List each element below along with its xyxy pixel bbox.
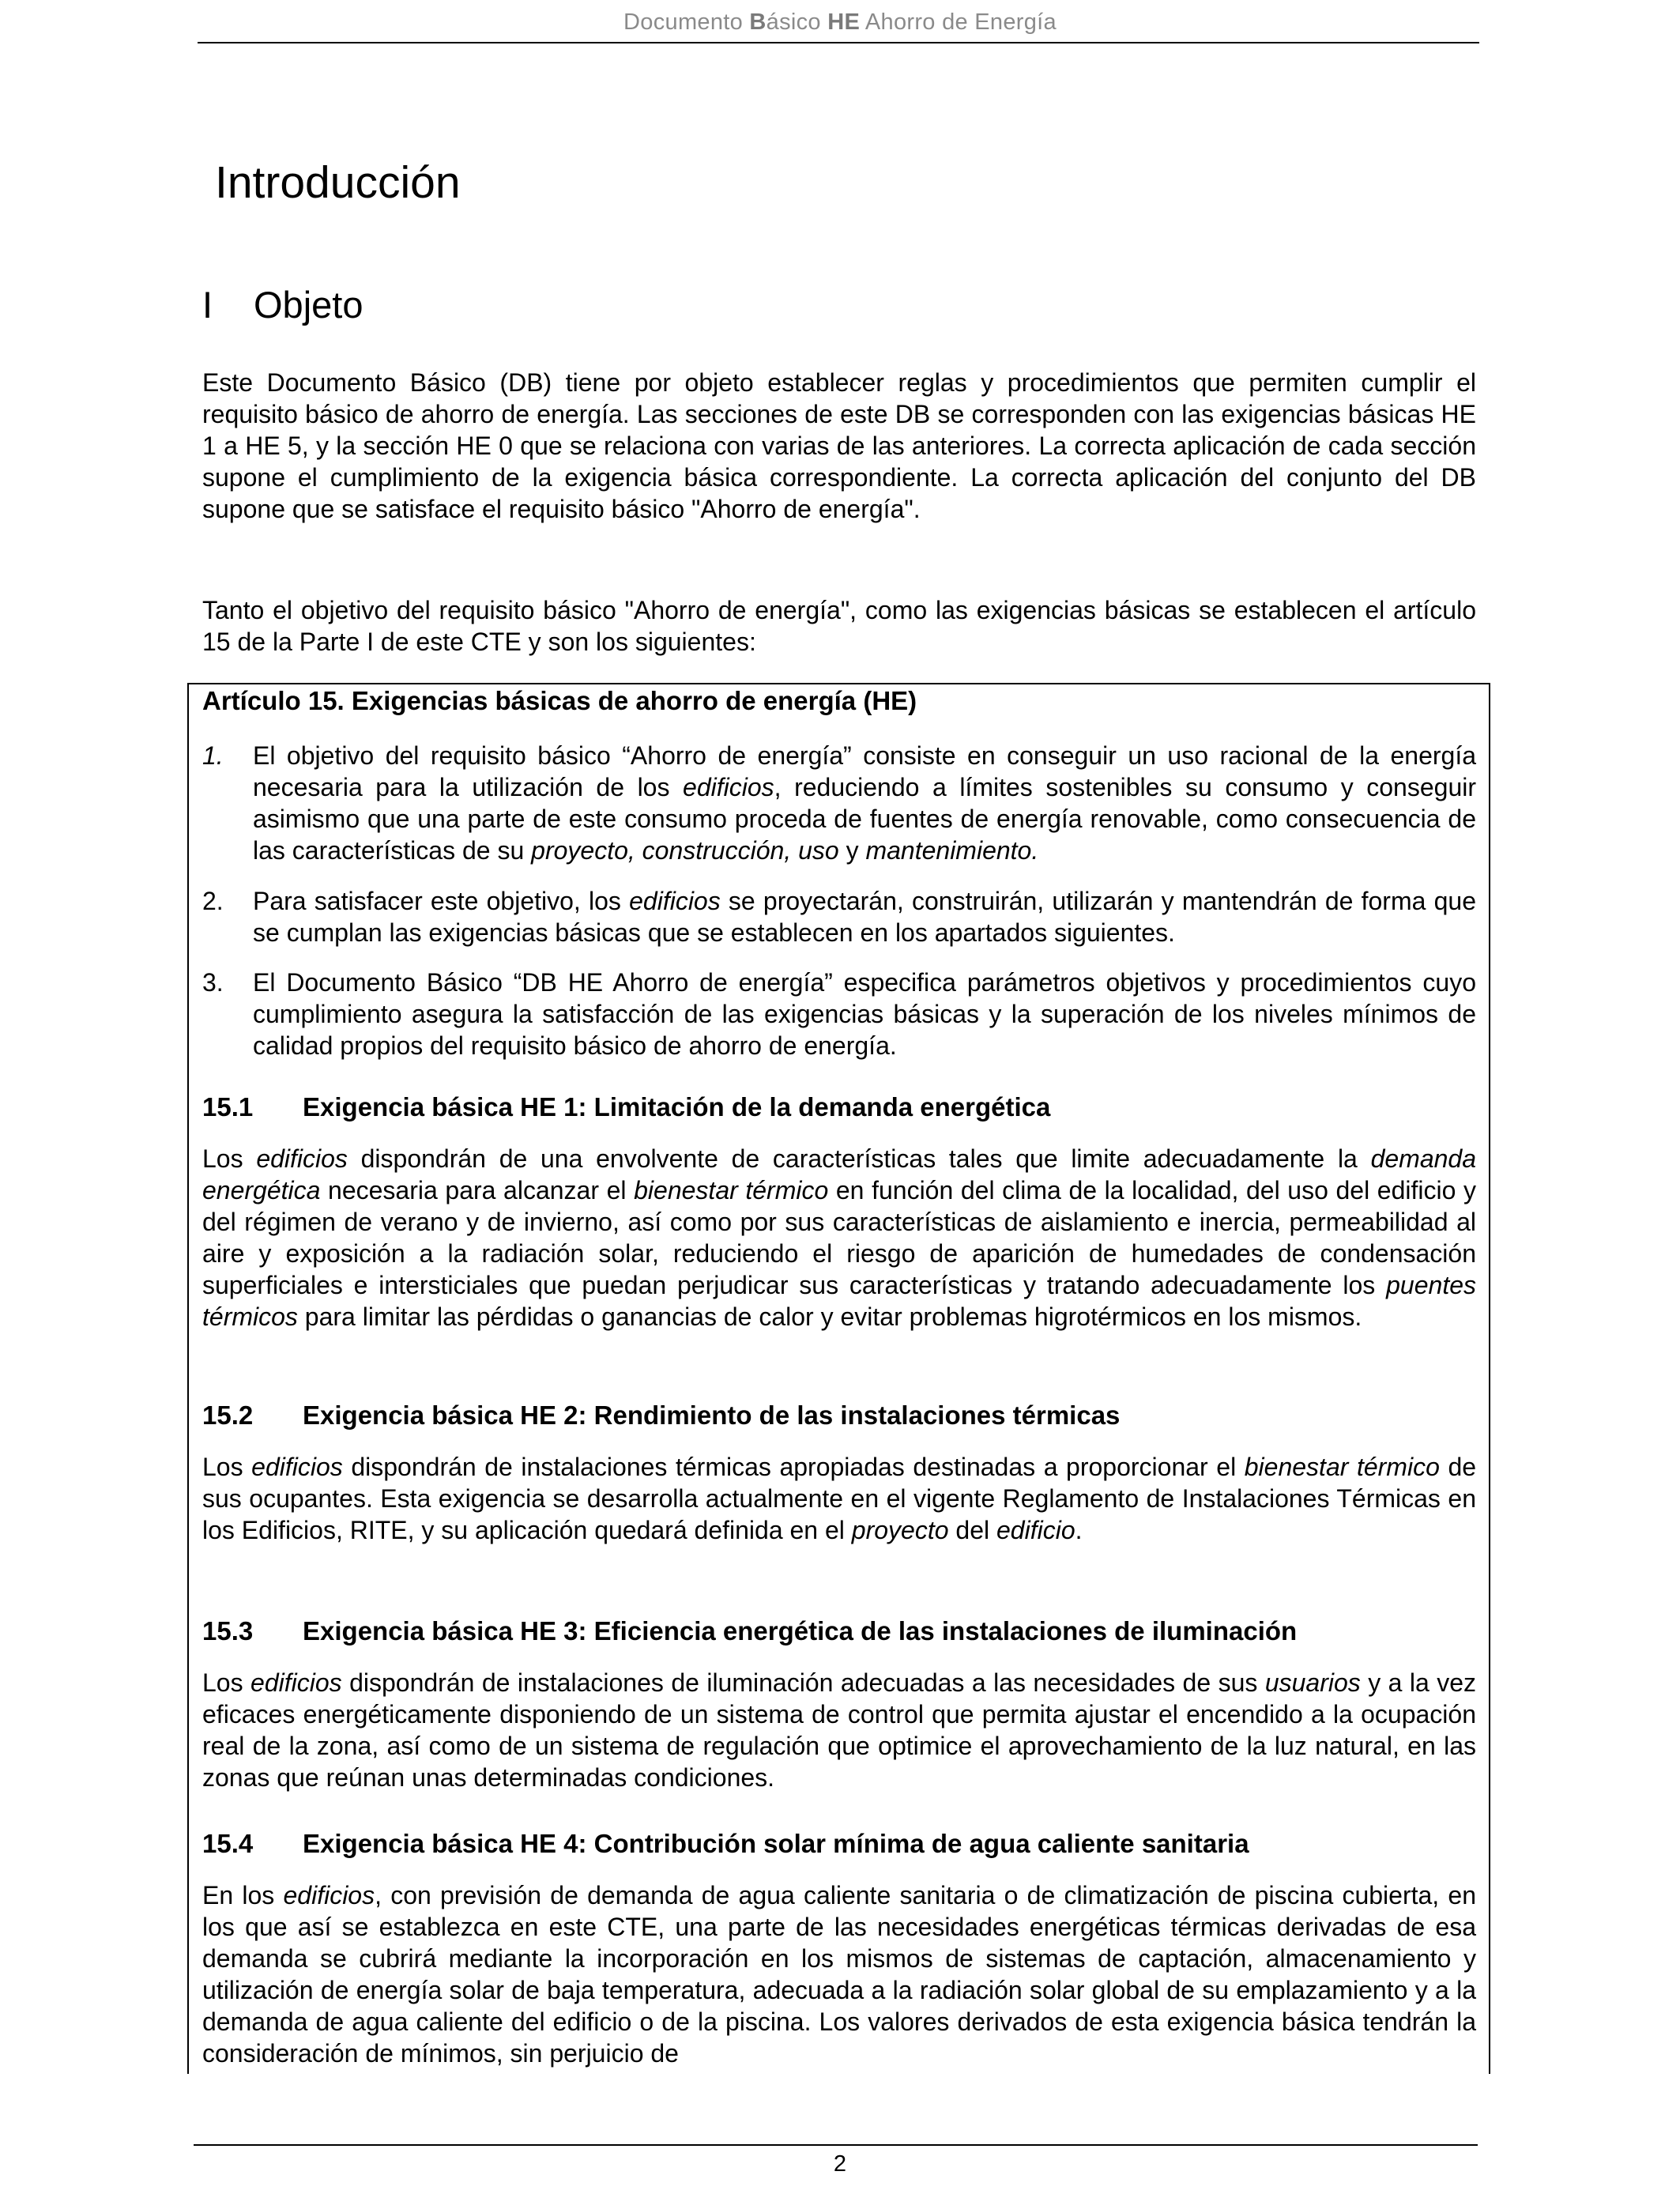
item-text: El Documento Básico “DB HE Ahorro de energía” especifica parámetros objetivos y procedimientos cuyo cumplimiento asegura la satisfacción de las exigencias básicas y la superación de los niveles mínimos de calidad propios del requisito básico de ahorro de energía. bbox=[253, 968, 1476, 1060]
subsection-heading: 15.3 Exigencia básica HE 3: Eficiencia energética de las instalaciones de iluminación bbox=[202, 1616, 1298, 1646]
item-number: 2. bbox=[202, 887, 224, 915]
subsection-heading: 15.4 Exigencia básica HE 4: Contribución solar mínima de agua caliente sanitaria bbox=[202, 1829, 1249, 1858]
page-title: Introducción bbox=[215, 157, 461, 208]
section-title: Objeto bbox=[254, 284, 363, 326]
item-text: El objetivo del requisito básico “Ahorro de energía” consiste en conseguir un uso racional de la energía necesaria para la utilización de los edificios, reduciendo a límites sostenibles su consumo y conseguir asimismo que una parte de este consumo proceda de fuentes de energía renovable, como consecuencia de las características de su proyecto, construcción, uso y mantenimiento. bbox=[253, 741, 1477, 865]
item-number: 1. bbox=[202, 741, 224, 770]
header-divider bbox=[198, 42, 1479, 43]
article-item bbox=[202, 967, 1476, 1061]
subsection-heading: 15.2 Exigencia básica HE 2: Rendimiento de las instalaciones térmicas bbox=[202, 1400, 1121, 1430]
article-item bbox=[202, 885, 1476, 948]
subsection-body: Los edificios dispondrán de instalaciones de iluminación adecuadas a las necesidades de sus usuarios y a la vez eficaces energéticamente disponiendo de un sistema de control que permita ajustar el encendido a la ocupación real de la zona, así como de un sistema de regulación que optimice el aprovechamiento de la luz natural, en las zonas que reúnan unas determinadas condiciones. bbox=[202, 1668, 1477, 1792]
section-number: I bbox=[202, 284, 213, 326]
article-title: Artículo 15. Exigencias básicas de ahorro de energía (HE) bbox=[202, 686, 917, 715]
section-heading bbox=[202, 283, 363, 326]
running-header: Documento Básico HE Ahorro de Energía bbox=[623, 9, 1057, 35]
footer-divider bbox=[194, 2144, 1478, 2146]
page-number: 2 bbox=[833, 2151, 847, 2177]
subsection-heading: 15.1 Exigencia básica HE 1: Limitación de la demanda energética bbox=[202, 1092, 1051, 1122]
item-text: Para satisfacer este objetivo, los edificios se proyectarán, construirán, utilizarán y mantendrán de forma que se cumplan las exigencias básicas que se establecen en los apartados siguientes. bbox=[253, 887, 1477, 947]
article-item bbox=[202, 740, 1476, 866]
item-number: 3. bbox=[202, 968, 224, 997]
intro-paragraph: Tanto el objetivo del requisito básico "Ahorro de energía", como las exigencias básicas se establecen el artículo 15 de la Parte I de este CTE y son los siguientes: bbox=[202, 596, 1476, 656]
subsection-body: En los edificios, con previsión de demanda de agua caliente sanitaria o de climatización de piscina cubierta, en los que así se establezca en este CTE, una parte de las necesidades energéticas térmicas derivadas de esa demanda se cubrirá mediante la incorporación en los mismos de sistemas de captación, almacenamiento y utilización de energía solar de baja temperatura, adecuada a la radiación solar global de su emplazamiento y a la demanda de agua caliente del edificio o de la piscina. Los valores derivados de esta exigencia básica tendrán la consideración de mínimos, sin perjuicio de bbox=[202, 1881, 1477, 2068]
intro-paragraph: Este Documento Básico (DB) tiene por objeto establecer reglas y procedimientos que permiten cumplir el requisito básico de ahorro de energía. Las secciones de este DB se corresponden con las exigencias básicas HE 1 a HE 5, y la sección HE 0 que se relaciona con varias de las anteriores. La correcta aplicación de cada sección supone el cumplimiento de la exigencia básica correspondiente. La correcta aplicación del conjunto del DB supone que se satisface el requisito básico "Ahorro de energía". bbox=[202, 368, 1476, 523]
subsection-body: Los edificios dispondrán de instalaciones térmicas apropiadas destinadas a proporcionar el bienestar térmico de sus ocupantes. Esta exigencia se desarrolla actualmente en el vigente Reglamento de Instalaciones Térmicas en los Edificios, RITE, y su aplicación quedará definida en el proyecto del edificio. bbox=[202, 1453, 1477, 1544]
subsection-body: Los edificios dispondrán de una envolvente de características tales que limite adecuadamente la demanda energética necesaria para alcanzar el bienestar térmico en función del clima de la localidad, del uso del edificio y del régimen de verano y de invierno, así como por sus características de aislamiento e inercia, permeabilidad al aire y exposición a la radiación solar, reduciendo el riesgo de aparición de humedades de condensación superficiales e intersticiales que puedan perjudicar sus características y tratando adecuadamente los puentes térmicos para limitar las pérdidas o ganancias de calor y evitar problemas higrotérmicos en los mismos. bbox=[202, 1144, 1477, 1331]
